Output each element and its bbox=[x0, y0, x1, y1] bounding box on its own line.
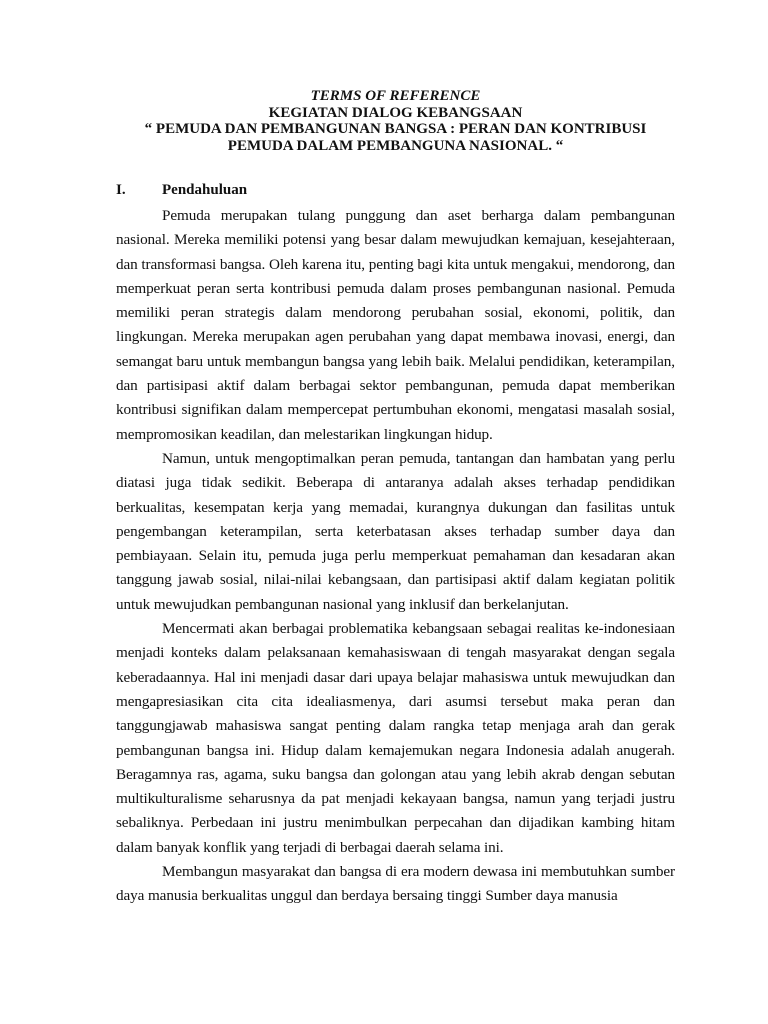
title-line-activity: KEGIATAN DIALOG KEBANGSAAN bbox=[268, 104, 523, 121]
document-title bbox=[116, 88, 675, 154]
title-line-theme-2: PEMUDA DALAM PEMBANGUNA NASIONAL. “ bbox=[227, 137, 564, 154]
section-title: Pendahuluan bbox=[162, 182, 248, 198]
paragraph-2: Namun, untuk mengoptimalkan peran pemuda, tantangan dan hambatan yang perlu diatasi juga tidak sedikit. Beberapa di antaranya adalah akses terhadap pendidikan berkualitas, kesempatan kerja yang memadai, kurangnya dukungan dan fasilitas untuk pengembangan keterampilan, serta keterbatasan akses terhadap sumber daya dan pembiayaan. Selain itu, pemuda juga perlu memperkuat pemahaman dan kesadaran akan tanggung jawab sosial, nilai-nilai kebangsaan, dan partisipasi aktif dalam kegiatan politik untuk mewujudkan pembangunan nasional yang inklusif dan berkelanjutan. bbox=[116, 449, 675, 613]
section-heading bbox=[116, 180, 675, 200]
title-line-theme-1: “ PEMUDA DAN PEMBANGUNAN BANGSA : PERAN DAN KONTRIBUSI bbox=[144, 121, 647, 137]
body-text bbox=[116, 204, 675, 909]
title-line-terms-of-reference: TERMS OF REFERENCE bbox=[310, 88, 481, 104]
paragraph-4: Membangun masyarakat dan bangsa di era modern dewasa ini membutuhkan sumber daya manusia berkualitas unggul dan berdaya bersaing tinggi Sumber daya manusia bbox=[116, 863, 675, 905]
section-number: I. bbox=[116, 182, 126, 198]
document-page bbox=[116, 88, 675, 909]
paragraph-3: Mencermati akan berbagai problematika kebangsaan sebagai realitas ke-indonesiaan menjadi konteks dalam pelaksanaan kemahasiswaan di tengah masyarakat dengan segala keberadaannya. Hal ini menjadi dasar dari upaya belajar mahasiswa untuk mewujudkan dan mengapresiasikan cita cita idealiasmenya, dari asumsi tersebut maka peran dan tanggungjawab mahasiswa sangat penting dalam rangka tetap menjaga arah dan gerak pembangunan bangsa ini. Hidup dalam kemajemukan negara Indonesia adalah anugerah. Beragamnya ras, agama, suku bangsa dan golongan atau yang lebih akrab dengan sebutan multikulturalisme seharusnya da pat menjadi kekayaan bangsa, namun yang terjadi justru sebaliknya. Perbedaan ini justru menimbulkan perpecahan dan dijadikan kambing hitam dalam banyak konflik yang terjadi di berbagai daerah selama ini. bbox=[116, 620, 675, 856]
paragraph-1: Pemuda merupakan tulang punggung dan aset berharga dalam pembangunan nasional. Mereka memiliki potensi yang besar dalam mewujudkan kemajuan, kesejahteraan, dan transformasi bangsa. Oleh karena itu, penting bagi kita untuk mengakui, mendorong, dan memperkuat peran serta kontribusi pemuda dalam proses pembangunan nasional. Pemuda memiliki peran strategis dalam mendorong perubahan sosial, ekonomi, politik, dan lingkungan. Mereka merupakan agen perubahan yang dapat membawa inovasi, energi, dan semangat baru untuk membangun bangsa yang lebih baik. Melalui pendidikan, keterampilan, dan partisipasi aktif dalam berbagai sektor pembangunan, pemuda dapat memberikan kontribusi signifikan dalam mempercepat pertumbuhan ekonomi, mengatasi masalah sosial, mempromosikan keadilan, dan melestarikan lingkungan hidup. bbox=[116, 207, 675, 443]
